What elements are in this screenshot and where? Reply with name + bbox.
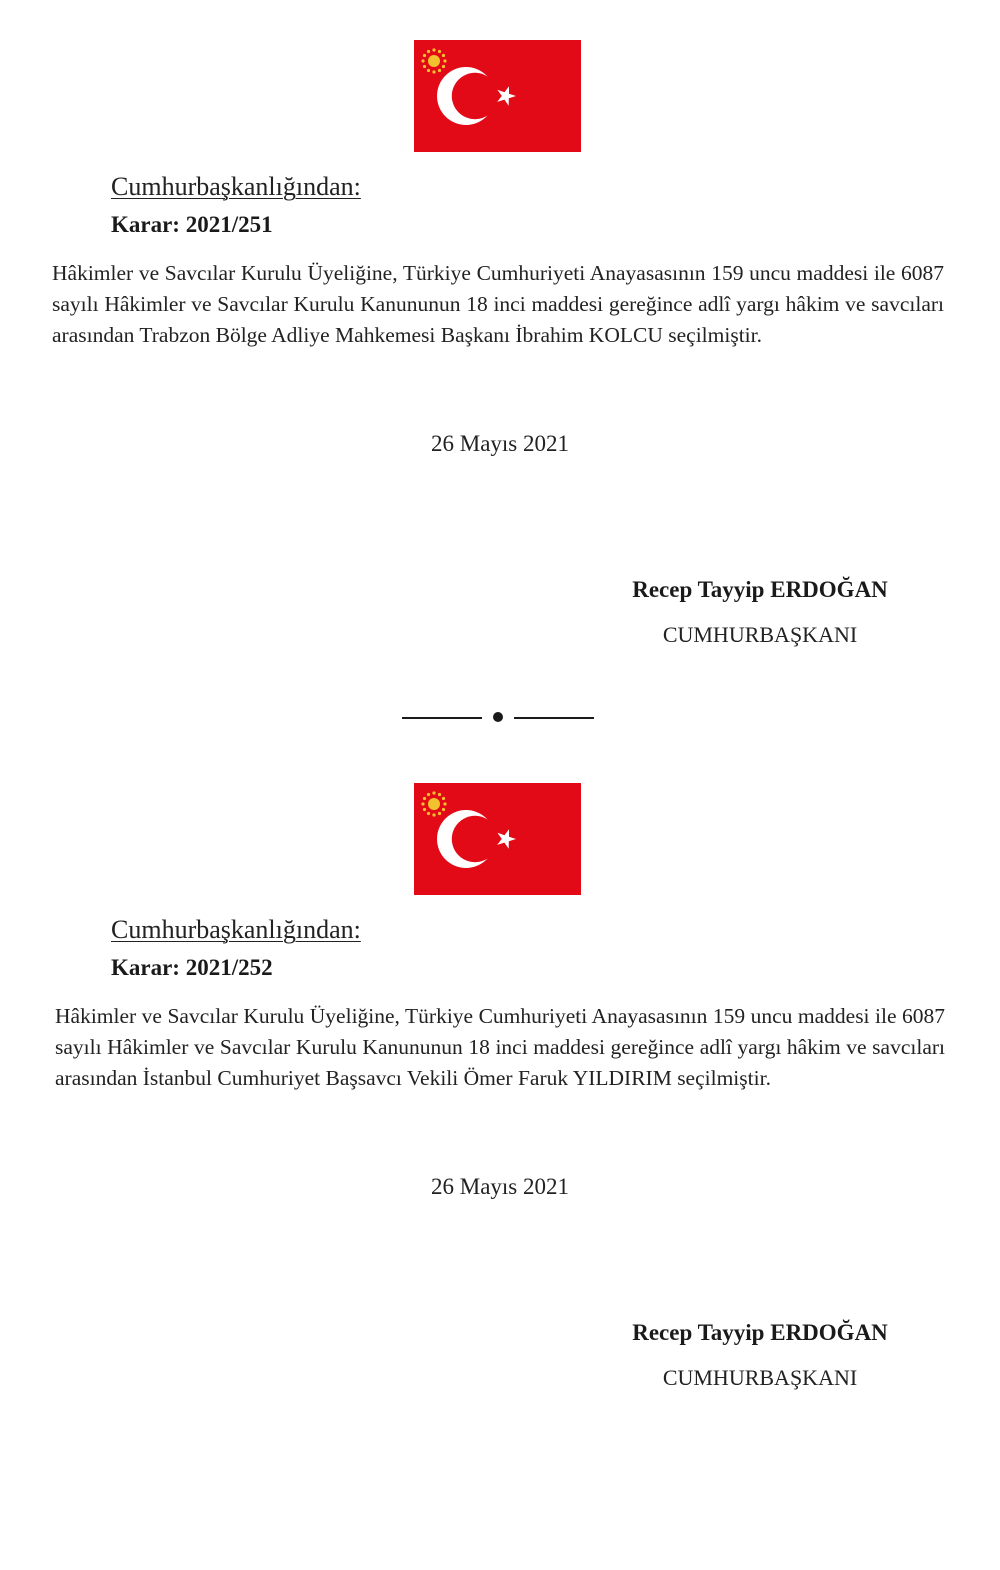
decree-section (0, 0, 1000, 680)
section-separator (402, 709, 594, 725)
signer-title: CUMHURBAŞKANI (662, 622, 858, 647)
issuer-heading: Cumhurbaşkanlığından: (111, 915, 361, 944)
decree-body: Hâkimler ve Savcılar Kurulu Üyeliğine, Türkiye Cumhuriyeti Anayasasının 159 uncu maddesi ile 6087 sayılı Hâkimler ve Savcılar Kurulu Kanununun 18 inci maddesi gereğince adlî yargı hâkim ve savcıları arasından Trabzon Bölge Adliye Mahkemesi Başkanı İbrahim KOLCU seçilmiştir. (52, 261, 944, 347)
turkish-presidential-flag-icon (414, 783, 581, 895)
decree-body: Hâkimler ve Savcılar Kurulu Üyeliğine, Türkiye Cumhuriyeti Anayasasının 159 uncu maddesi ile 6087 sayılı Hâkimler ve Savcılar Kurulu Kanununun 18 inci maddesi gereğince adlî yargı hâkim ve savcıları arasından İstanbul Cumhuriyet Başsavcı Vekili Ömer Faruk YILDIRIM seçilmiştir. (55, 1004, 945, 1090)
decree-date: 26 Mayıs 2021 (431, 431, 569, 456)
separator-line (402, 717, 482, 719)
signer-name: Recep Tayyip ERDOĞAN (632, 1320, 888, 1345)
issuer-heading: Cumhurbaşkanlığından: (111, 172, 361, 201)
separator-dot (493, 712, 503, 722)
decree-date: 26 Mayıs 2021 (431, 1174, 569, 1199)
decision-number: Karar: 2021/252 (111, 955, 273, 980)
decree-section (0, 743, 1000, 1423)
signer-title: CUMHURBAŞKANI (662, 1365, 858, 1390)
separator-line (514, 717, 594, 719)
decision-number: Karar: 2021/251 (111, 212, 273, 237)
turkish-presidential-flag-icon (414, 40, 581, 152)
signer-name: Recep Tayyip ERDOĞAN (632, 577, 888, 602)
